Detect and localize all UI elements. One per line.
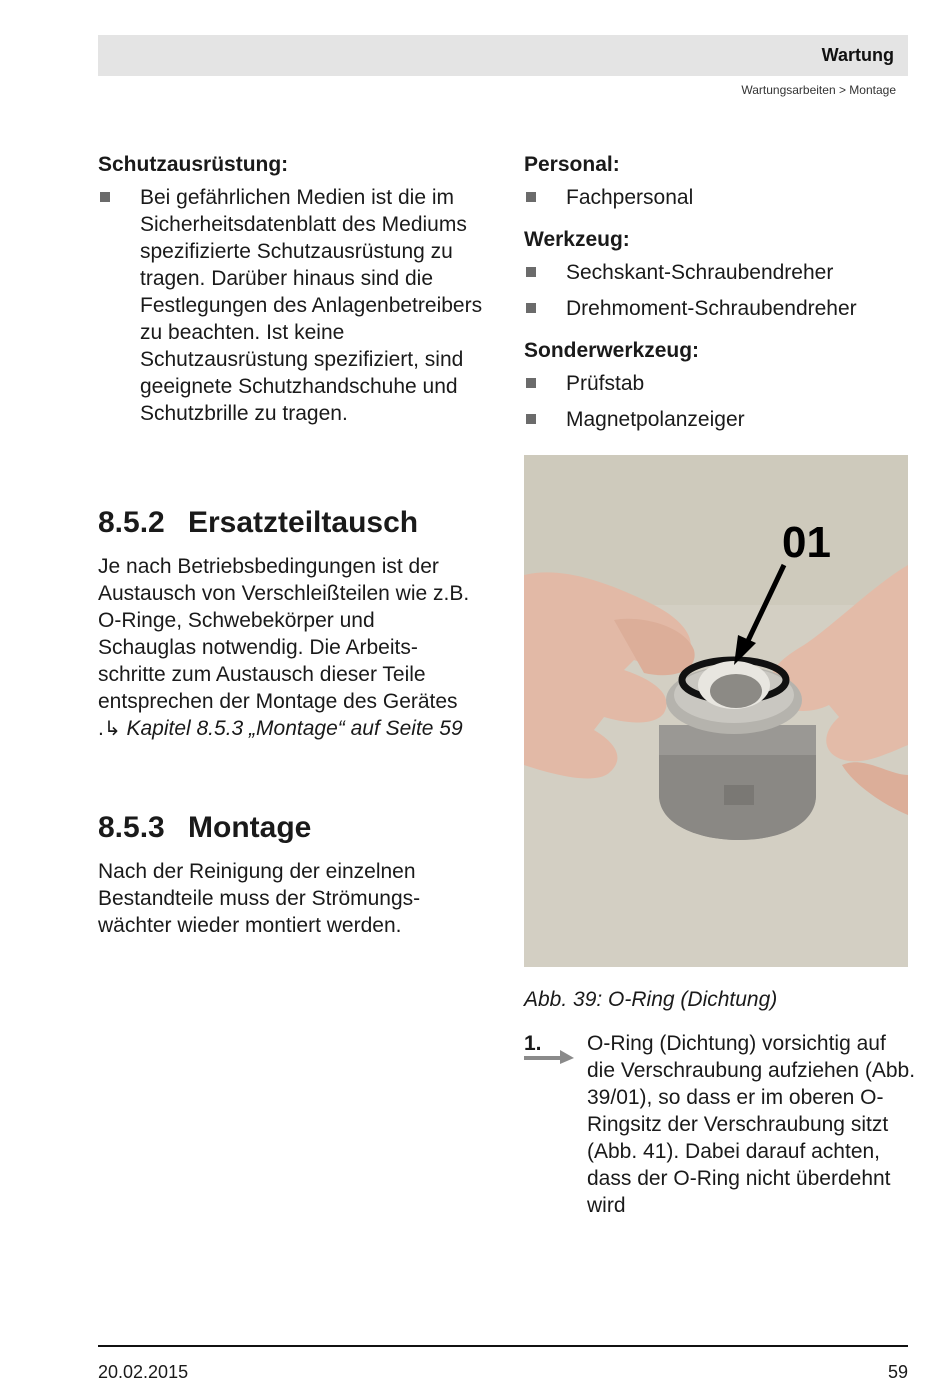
step-text: O-Ring (Dichtung) vorsichtig auf die Verschraubung aufziehen (Abb. 39/01), so dass er im oberen O-Ringsitz der Verschraubung sitzt (Abb. 41). Dabei darauf achten, dass der O-Ring nicht überdehnt wird — [587, 1032, 916, 1217]
section-853 — [98, 810, 478, 939]
section-852-title: Ersatzteiltausch — [188, 506, 419, 539]
protection-list — [98, 184, 488, 427]
special-tools-list — [524, 370, 914, 433]
requirements-block — [524, 152, 914, 433]
chapter-xref-link[interactable]: Kapitel 8.5.3 „Montage“ auf Seite 59 — [126, 717, 463, 740]
personnel-list — [524, 184, 914, 211]
o-ring-photo — [524, 455, 908, 967]
footer-divider — [98, 1345, 908, 1347]
breadcrumb: Wartungsarbeiten > Montage — [741, 83, 896, 97]
personnel-item: Fachpersonal — [524, 184, 914, 211]
protection-block — [98, 152, 488, 427]
section-852 — [98, 505, 478, 743]
o-ring-illustration — [524, 455, 908, 967]
special-tools-item: Prüfstab — [524, 370, 914, 397]
photo-label-01: 01 — [782, 518, 831, 567]
section-852-text — [98, 553, 478, 743]
xref-arrow-icon: ↳ — [103, 718, 121, 740]
special-tools-heading: Sonderwerkzeug: — [524, 339, 700, 362]
personnel-heading: Personal: — [524, 153, 620, 176]
section-853-heading — [98, 810, 478, 846]
step-arrow-icon — [524, 1040, 576, 1064]
special-tools-item: Magnetpolanzeiger — [524, 406, 914, 433]
tools-item: Drehmoment-Schraubendreher — [524, 295, 914, 322]
tools-list — [524, 259, 914, 322]
protection-item: Bei gefährlichen Medien ist die im Sicherheitsdatenblatt des Mediums spezifizierte Schutzausrüstung zu tragen. Darüber hinaus sind die Festlegungen des Anlagenbetreibers zu beachten. Ist keine Schutzausrüstung spezifiziert, sind geeignete Schutzhandschuhe und Schutzbrille zu tragen. — [98, 184, 488, 427]
section-853-title: Montage — [188, 811, 312, 844]
figure-caption: Abb. 39: O-Ring (Dichtung) — [524, 988, 778, 1011]
section-852-number: 8.5.2 — [98, 506, 165, 539]
section-852-heading — [98, 505, 478, 541]
chapter-title: Wartung — [821, 45, 894, 65]
protection-heading: Schutzausrüstung: — [98, 153, 289, 176]
section-853-text: Nach der Reinigung der einzelnen Bestandteile muss der Strömungswächter wieder montiert werden. — [98, 860, 421, 937]
header-bar — [98, 35, 908, 76]
tools-item: Sechskant-Schraubendreher — [524, 259, 914, 286]
section-852-body: Je nach Betriebsbedingungen ist der Austausch von Verschleißteilen wie z.B. O-Ringe, Schwebekörper und Schauglas notwendig. Die Arbeitsschritte zum Austausch dieser Teile entsprechen der Montage des Gerätes . — [98, 555, 470, 740]
step-number: 1. — [524, 1032, 542, 1055]
footer-date: 20.02.2015 — [98, 1362, 189, 1382]
page-number: 59 — [887, 1362, 908, 1382]
section-853-number: 8.5.3 — [98, 811, 165, 844]
tools-heading: Werkzeug: — [524, 228, 630, 251]
